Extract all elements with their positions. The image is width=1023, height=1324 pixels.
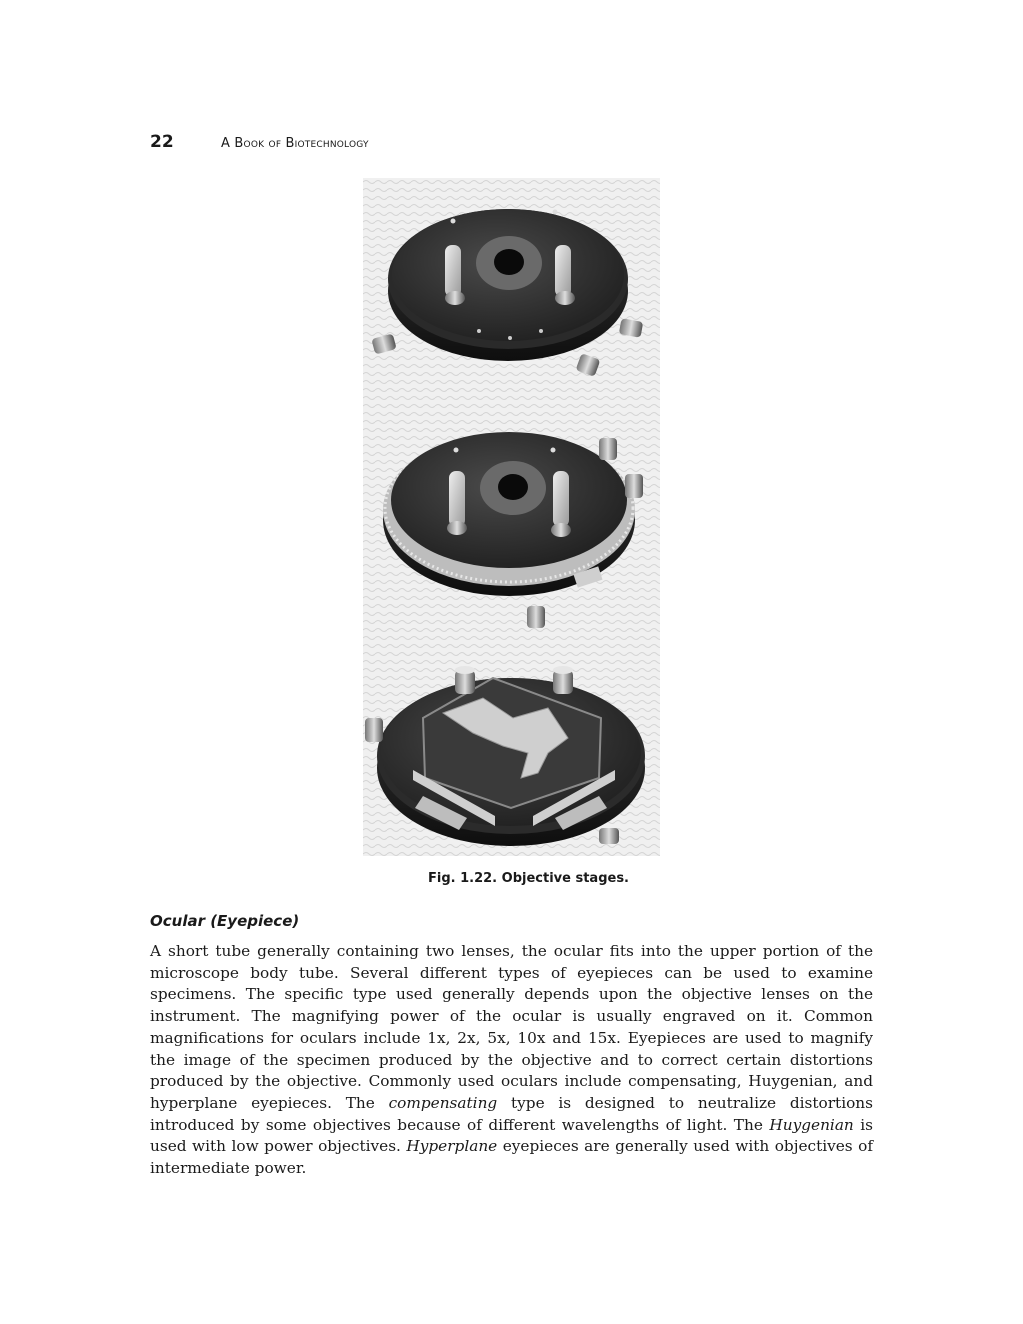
emphasis-huygenian: Huygenian [769, 1115, 854, 1134]
paragraph-text: A short tube generally containing two lenses, the ocular fits into the upper portion of the microscope body tube. Several different types of eyepieces can be used to examine specimens. The specific type used generally depends upon the objective lenses on the instrument. The magnifying power of the ocular is usually engraved on it. Common magnifications for oculars include 1x, 2x, 5x, 10x and 15x. Eyepieces are used to magnify the image of the specimen produced by the objective and to correct certain distortions produced by the objective. Commonly used oculars include compensating, Huygenian, and hyperplane eyepieces. The [150, 942, 873, 1112]
paragraph-text: eyepieces are generally used with objectives of intermediate power. [150, 1137, 873, 1178]
section-heading: Ocular (Eyepiece) [150, 912, 300, 930]
figure-objective-stages [363, 178, 660, 856]
objective-stages-photo [363, 178, 660, 856]
emphasis-hyperplane: Hyperplane [406, 1137, 498, 1156]
paragraph-text: type is designed to neutralize distortions introduced by some objectives because of different wavelengths of light. The [150, 1093, 873, 1134]
figure-caption: Fig. 1.22. Objective stages. [428, 871, 629, 886]
page-number: 22 [150, 132, 174, 152]
paragraph-text: is used with low power objectives. [150, 1115, 873, 1156]
running-head: A Book of Biotechnology [221, 136, 369, 151]
emphasis-compensating: compensating [388, 1093, 498, 1112]
body-paragraph [150, 941, 873, 1180]
